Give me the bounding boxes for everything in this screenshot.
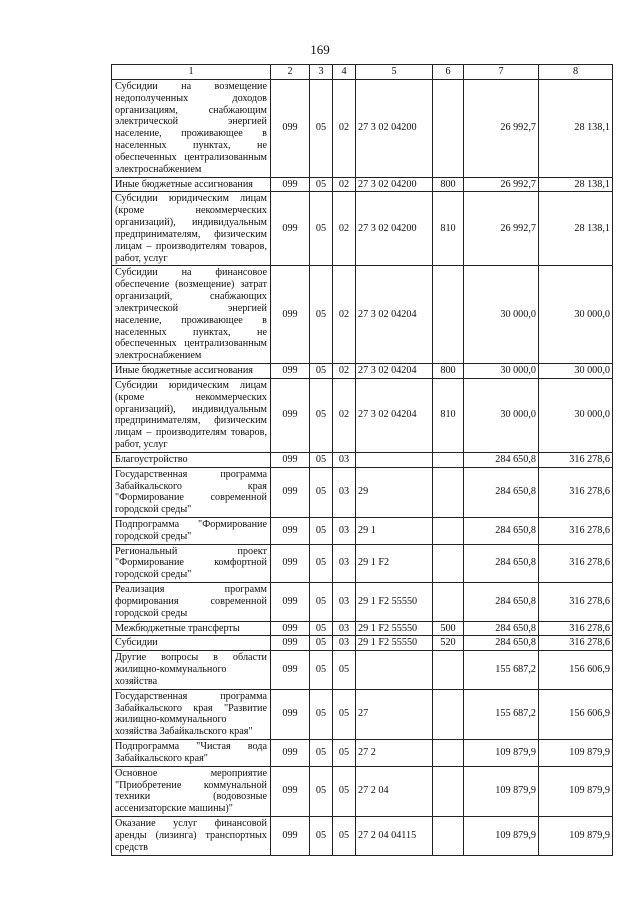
target-article-cell [356,452,433,467]
target-article-cell: 27 3 02 04204 [356,364,433,379]
amount-year1-cell: 30 000,0 [464,378,539,452]
row-name-cell: Иные бюджетные ассигнования [112,364,271,379]
section-code-cell: 05 [310,689,333,739]
subsection-code-cell: 05 [333,689,356,739]
target-article-cell: 29 1 [356,517,433,544]
expense-type-cell [433,740,464,767]
amount-year2-cell: 28 138,1 [539,177,613,192]
section-code-cell: 05 [310,266,333,364]
section-code-cell: 05 [310,192,333,266]
row-name-cell: Подпрограмма "Формирование городской среды" [112,517,271,544]
expense-type-cell [433,766,464,816]
grbs-code-cell: 099 [271,766,310,816]
grbs-code-cell: 099 [271,80,310,178]
section-code-cell: 05 [310,766,333,816]
expense-type-cell [433,80,464,178]
expense-type-cell [433,817,464,855]
amount-year1-cell: 30 000,0 [464,364,539,379]
target-article-cell: 29 1 F2 [356,544,433,582]
header-cell: 5 [356,65,433,80]
section-code-cell: 05 [310,364,333,379]
grbs-code-cell: 099 [271,378,310,452]
subsection-code-cell: 03 [333,517,356,544]
section-code-cell: 05 [310,651,333,689]
subsection-code-cell: 05 [333,817,356,855]
header-cell: 4 [333,65,356,80]
table-row [112,636,613,651]
subsection-code-cell: 02 [333,266,356,364]
amount-year1-cell: 26 992,7 [464,177,539,192]
table-row [112,80,613,178]
amount-year1-cell: 284 650,8 [464,544,539,582]
row-name-cell: Субсидии юридическим лицам (кроме некоммерческих организаций), индивидуальным предпринимателям, физическим лицам – производителям товаров, работ, услуг [112,378,271,452]
expense-type-cell [433,544,464,582]
subsection-code-cell: 03 [333,544,356,582]
table-row [112,517,613,544]
table-row [112,817,613,855]
target-article-cell: 27 2 04 [356,766,433,816]
grbs-code-cell: 099 [271,817,310,855]
amount-year2-cell: 28 138,1 [539,192,613,266]
expense-type-cell: 800 [433,177,464,192]
budget-table [111,64,613,856]
header-cell: 2 [271,65,310,80]
expense-type-cell [433,651,464,689]
amount-year1-cell: 109 879,9 [464,766,539,816]
table-row [112,467,613,517]
row-name-cell: Оказание услуг финансовой аренды (лизинга) транспортных средств [112,817,271,855]
subsection-code-cell: 02 [333,364,356,379]
header-cell: 3 [310,65,333,80]
grbs-code-cell: 099 [271,517,310,544]
table-row [112,544,613,582]
amount-year2-cell: 28 138,1 [539,80,613,178]
row-name-cell: Благоустройство [112,452,271,467]
amount-year2-cell: 316 278,6 [539,583,613,621]
table-row [112,583,613,621]
amount-year1-cell: 155 687,2 [464,651,539,689]
header-row [112,65,613,80]
section-code-cell: 05 [310,544,333,582]
expense-type-cell [433,266,464,364]
amount-year2-cell: 316 278,6 [539,621,613,636]
amount-year2-cell: 30 000,0 [539,378,613,452]
subsection-code-cell: 05 [333,766,356,816]
row-name-cell: Субсидии на финансовое обеспечение (возмещение) затрат организаций, снабжающих электрической энергией население, проживающее в населенных пунктах, не обеспеченных централизованным электроснабжением [112,266,271,364]
row-name-cell: Иные бюджетные ассигнования [112,177,271,192]
grbs-code-cell: 099 [271,177,310,192]
table-row [112,452,613,467]
section-code-cell: 05 [310,177,333,192]
table-row [112,651,613,689]
grbs-code-cell: 099 [271,364,310,379]
expense-type-cell: 810 [433,378,464,452]
table-row [112,364,613,379]
grbs-code-cell: 099 [271,583,310,621]
section-code-cell: 05 [310,517,333,544]
subsection-code-cell: 03 [333,583,356,621]
grbs-code-cell: 099 [271,636,310,651]
target-article-cell: 27 3 02 04204 [356,266,433,364]
header-cell: 6 [433,65,464,80]
row-name-cell: Субсидии юридическим лицам (кроме некоммерческих организаций), индивидуальным предпринимателям, физическим лицам – производителям товаров, работ, услуг [112,192,271,266]
expense-type-cell [433,452,464,467]
target-article-cell: 29 [356,467,433,517]
amount-year1-cell: 284 650,8 [464,452,539,467]
amount-year2-cell: 156 606,9 [539,689,613,739]
expense-type-cell: 800 [433,364,464,379]
amount-year1-cell: 109 879,9 [464,817,539,855]
row-name-cell: Основное мероприятие "Приобретение коммунальной техники (водовозные ассенизаторские машины)" [112,766,271,816]
table-row [112,621,613,636]
amount-year2-cell: 156 606,9 [539,651,613,689]
row-name-cell: Подпрограмма "Чистая вода Забайкальского края" [112,740,271,767]
amount-year2-cell: 316 278,6 [539,467,613,517]
target-article-cell: 27 2 [356,740,433,767]
amount-year2-cell: 316 278,6 [539,636,613,651]
subsection-code-cell: 02 [333,192,356,266]
row-name-cell: Государственная программа Забайкальского края "Развитие жилищно-коммунального хозяйства Забайкальского края" [112,689,271,739]
amount-year1-cell: 284 650,8 [464,621,539,636]
amount-year2-cell: 30 000,0 [539,266,613,364]
header-cell: 1 [112,65,271,80]
expense-type-cell [433,689,464,739]
table-row [112,740,613,767]
section-code-cell: 05 [310,636,333,651]
grbs-code-cell: 099 [271,266,310,364]
row-name-cell: Государственная программа Забайкальского края "Формирование современной городской среды" [112,467,271,517]
section-code-cell: 05 [310,467,333,517]
header-cell: 8 [539,65,613,80]
amount-year1-cell: 109 879,9 [464,740,539,767]
amount-year2-cell: 109 879,9 [539,817,613,855]
table-row [112,266,613,364]
row-name-cell: Межбюджетные трансферты [112,621,271,636]
row-name-cell: Субсидии [112,636,271,651]
grbs-code-cell: 099 [271,467,310,517]
amount-year2-cell: 109 879,9 [539,766,613,816]
target-article-cell: 27 2 04 04115 [356,817,433,855]
grbs-code-cell: 099 [271,544,310,582]
grbs-code-cell: 099 [271,192,310,266]
subsection-code-cell: 03 [333,467,356,517]
target-article-cell [356,651,433,689]
target-article-cell: 27 3 02 04200 [356,192,433,266]
amount-year2-cell: 316 278,6 [539,452,613,467]
grbs-code-cell: 099 [271,740,310,767]
target-article-cell: 27 [356,689,433,739]
target-article-cell: 29 1 F2 55550 [356,583,433,621]
amount-year1-cell: 284 650,8 [464,636,539,651]
amount-year1-cell: 26 992,7 [464,192,539,266]
section-code-cell: 05 [310,452,333,467]
expense-type-cell: 810 [433,192,464,266]
expense-type-cell [433,467,464,517]
subsection-code-cell: 05 [333,651,356,689]
row-name-cell: Другие вопросы в области жилищно-коммунального хозяйства [112,651,271,689]
target-article-cell: 29 1 F2 55550 [356,621,433,636]
target-article-cell: 27 3 02 04200 [356,177,433,192]
amount-year1-cell: 26 992,7 [464,80,539,178]
amount-year2-cell: 316 278,6 [539,544,613,582]
table-row [112,192,613,266]
subsection-code-cell: 03 [333,452,356,467]
subsection-code-cell: 03 [333,621,356,636]
table-row [112,177,613,192]
row-name-cell: Региональный проект "Формирование комфортной городской среды" [112,544,271,582]
page-number: 169 [310,42,330,57]
amount-year1-cell: 284 650,8 [464,467,539,517]
target-article-cell: 29 1 F2 55550 [356,636,433,651]
section-code-cell: 05 [310,583,333,621]
subsection-code-cell: 03 [333,636,356,651]
subsection-code-cell: 02 [333,177,356,192]
row-name-cell: Субсидии на возмещение недополученных доходов организациям, снабжающим электрической энергией население, проживающее в населенных пунктах, не обеспеченных централизованным электроснабжением [112,80,271,178]
section-code-cell: 05 [310,378,333,452]
expense-type-cell [433,517,464,544]
target-article-cell: 27 3 02 04204 [356,378,433,452]
amount-year1-cell: 155 687,2 [464,689,539,739]
section-code-cell: 05 [310,740,333,767]
grbs-code-cell: 099 [271,621,310,636]
amount-year2-cell: 109 879,9 [539,740,613,767]
row-name-cell: Реализация программ формирования современной городской среды [112,583,271,621]
amount-year2-cell: 30 000,0 [539,364,613,379]
subsection-code-cell: 02 [333,80,356,178]
section-code-cell: 05 [310,817,333,855]
target-article-cell: 27 3 02 04200 [356,80,433,178]
grbs-code-cell: 099 [271,689,310,739]
amount-year2-cell: 316 278,6 [539,517,613,544]
section-code-cell: 05 [310,80,333,178]
table-row [112,689,613,739]
amount-year1-cell: 30 000,0 [464,266,539,364]
expense-type-cell: 500 [433,621,464,636]
subsection-code-cell: 02 [333,378,356,452]
subsection-code-cell: 05 [333,740,356,767]
grbs-code-cell: 099 [271,651,310,689]
amount-year1-cell: 284 650,8 [464,517,539,544]
expense-type-cell: 520 [433,636,464,651]
expense-type-cell [433,583,464,621]
grbs-code-cell: 099 [271,452,310,467]
section-code-cell: 05 [310,621,333,636]
header-cell: 7 [464,65,539,80]
table-row [112,766,613,816]
table-row [112,378,613,452]
amount-year1-cell: 284 650,8 [464,583,539,621]
